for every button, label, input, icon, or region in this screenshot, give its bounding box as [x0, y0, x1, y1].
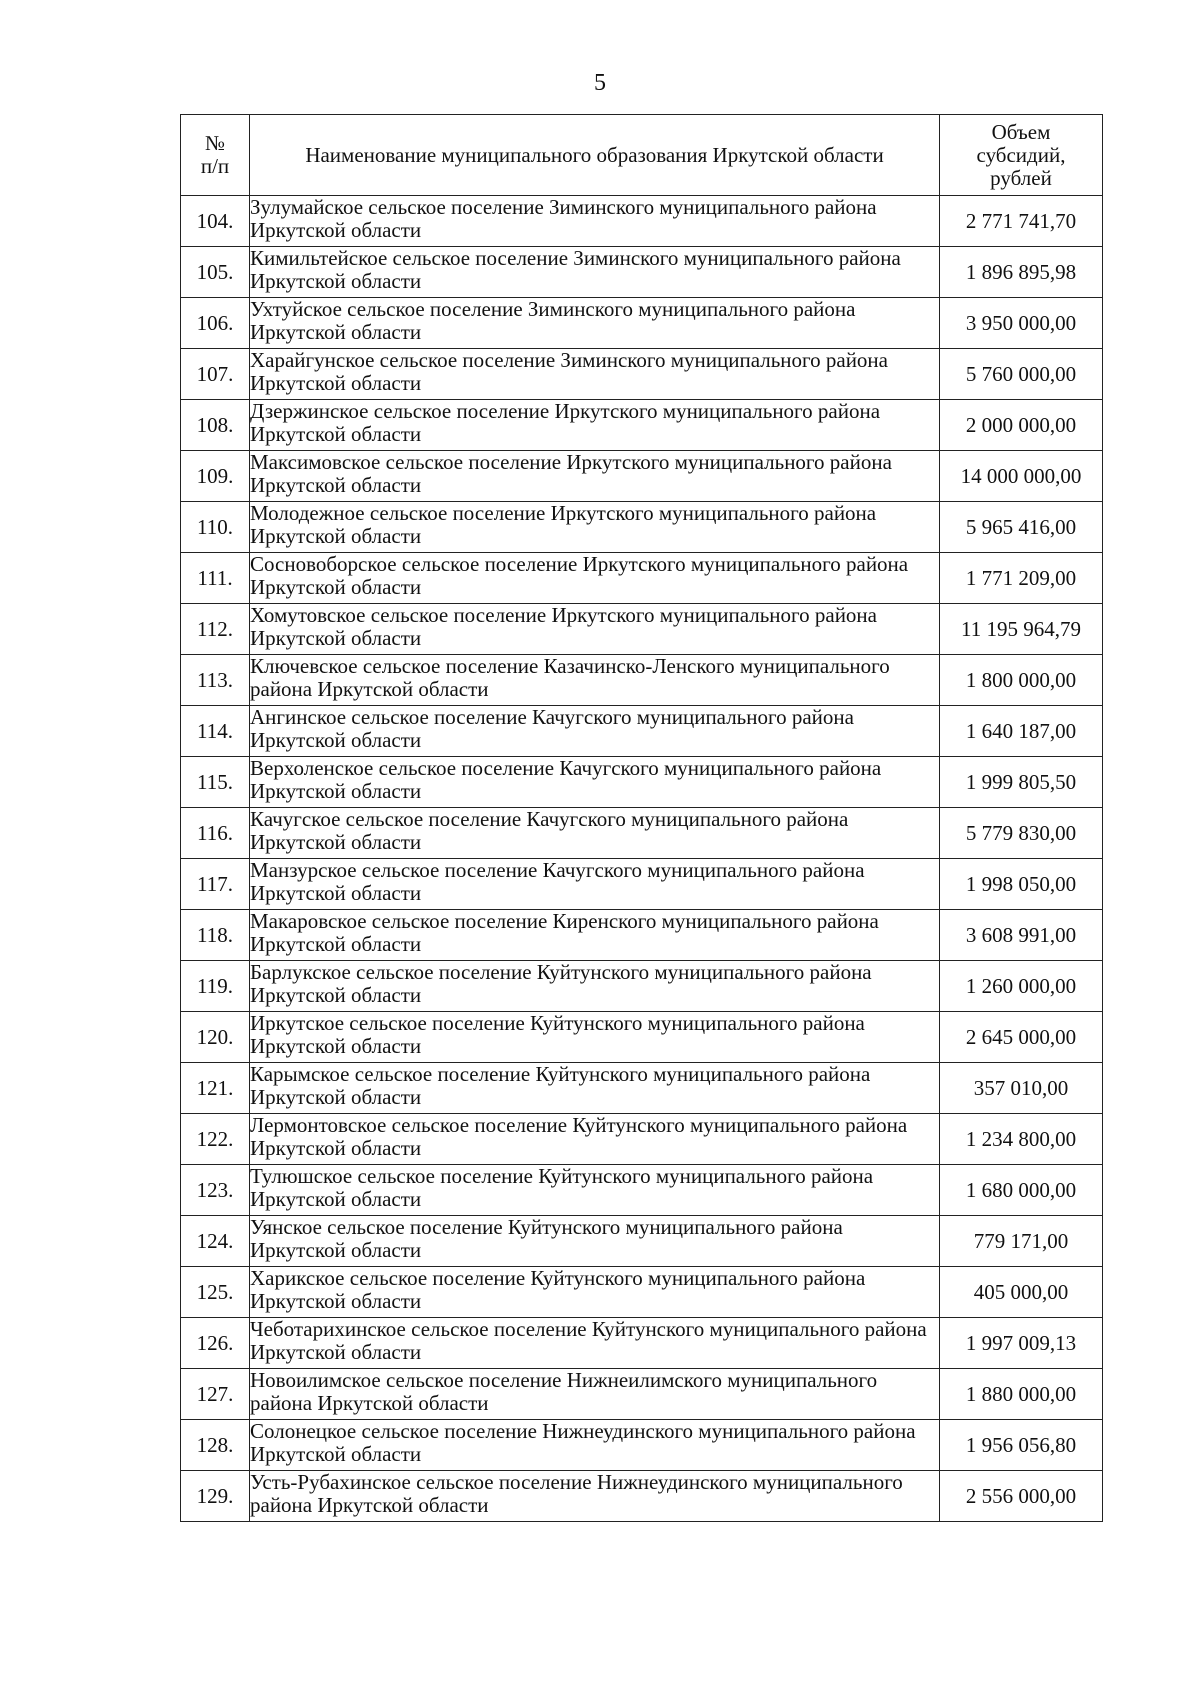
row-subsidy-amount: 3 950 000,00 — [940, 298, 1103, 349]
row-subsidy-amount: 1 999 805,50 — [940, 757, 1103, 808]
row-number: 106. — [181, 298, 250, 349]
row-municipality-name: Чеботарихинское сельское поселение Куйтунского муниципального района Иркутской области — [250, 1318, 940, 1369]
row-subsidy-amount: 779 171,00 — [940, 1216, 1103, 1267]
table-row — [181, 1063, 1103, 1114]
table-row — [181, 1165, 1103, 1216]
table-header-row — [181, 115, 1103, 196]
row-municipality-name: Сосновоборское сельское поселение Иркутского муниципального района Иркутской области — [250, 553, 940, 604]
row-municipality-name: Качугское сельское поселение Качугского муниципального района Иркутской области — [250, 808, 940, 859]
row-number: 128. — [181, 1420, 250, 1471]
row-subsidy-amount: 2 645 000,00 — [940, 1012, 1103, 1063]
row-municipality-name: Дзержинское сельское поселение Иркутского муниципального района Иркутской области — [250, 400, 940, 451]
row-subsidy-amount: 1 880 000,00 — [940, 1369, 1103, 1420]
table-row — [181, 604, 1103, 655]
row-municipality-name: Новоилимское сельское поселение Нижнеилимского муниципального района Иркутской области — [250, 1369, 940, 1420]
row-subsidy-amount: 3 608 991,00 — [940, 910, 1103, 961]
row-number: 119. — [181, 961, 250, 1012]
row-number: 112. — [181, 604, 250, 655]
row-number: 127. — [181, 1369, 250, 1420]
table-row — [181, 859, 1103, 910]
row-municipality-name: Макаровское сельское поселение Киренского муниципального района Иркутской области — [250, 910, 940, 961]
row-subsidy-amount: 1 260 000,00 — [940, 961, 1103, 1012]
row-subsidy-amount: 1 640 187,00 — [940, 706, 1103, 757]
table-row — [181, 1369, 1103, 1420]
table-body — [181, 196, 1103, 1522]
row-number: 122. — [181, 1114, 250, 1165]
row-subsidy-amount: 14 000 000,00 — [940, 451, 1103, 502]
row-municipality-name: Усть-Рубахинское сельское поселение Нижнеудинского муниципального района Иркутской области — [250, 1471, 940, 1522]
row-municipality-name: Ангинское сельское поселение Качугского муниципального района Иркутской области — [250, 706, 940, 757]
row-municipality-name: Хомутовское сельское поселение Иркутского муниципального района Иркутской области — [250, 604, 940, 655]
row-subsidy-amount: 5 965 416,00 — [940, 502, 1103, 553]
row-number: 109. — [181, 451, 250, 502]
table-row — [181, 400, 1103, 451]
header-amount: Объем субсидий, рублей — [940, 115, 1103, 196]
row-subsidy-amount: 2 556 000,00 — [940, 1471, 1103, 1522]
row-municipality-name: Солонецкое сельское поселение Нижнеудинского муниципального района Иркутской области — [250, 1420, 940, 1471]
row-municipality-name: Максимовское сельское поселение Иркутского муниципального района Иркутской области — [250, 451, 940, 502]
row-municipality-name: Карымское сельское поселение Куйтунского муниципального района Иркутской области — [250, 1063, 940, 1114]
table-row — [181, 247, 1103, 298]
table-row — [181, 808, 1103, 859]
row-subsidy-amount: 1 234 800,00 — [940, 1114, 1103, 1165]
table-row — [181, 298, 1103, 349]
row-municipality-name: Барлукское сельское поселение Куйтунского муниципального района Иркутской области — [250, 961, 940, 1012]
page-number: 5 — [594, 70, 606, 96]
table-row — [181, 1420, 1103, 1471]
row-municipality-name: Манзурское сельское поселение Качугского муниципального района Иркутской области — [250, 859, 940, 910]
table-row — [181, 1471, 1103, 1522]
table-row — [181, 961, 1103, 1012]
row-number: 108. — [181, 400, 250, 451]
row-number: 111. — [181, 553, 250, 604]
row-subsidy-amount: 357 010,00 — [940, 1063, 1103, 1114]
header-name: Наименование муниципального образования Иркутской области — [250, 115, 940, 196]
table-row — [181, 553, 1103, 604]
table-row — [181, 349, 1103, 400]
row-municipality-name: Харикское сельское поселение Куйтунского муниципального района Иркутской области — [250, 1267, 940, 1318]
row-municipality-name: Тулюшское сельское поселение Куйтунского муниципального района Иркутской области — [250, 1165, 940, 1216]
row-subsidy-amount: 11 195 964,79 — [940, 604, 1103, 655]
row-subsidy-amount: 5 779 830,00 — [940, 808, 1103, 859]
table-row — [181, 502, 1103, 553]
table-row — [181, 706, 1103, 757]
row-subsidy-amount: 1 956 056,80 — [940, 1420, 1103, 1471]
row-number: 126. — [181, 1318, 250, 1369]
row-municipality-name: Зулумайское сельское поселение Зиминского муниципального района Иркутской области — [250, 196, 940, 247]
table-row — [181, 1012, 1103, 1063]
row-number: 104. — [181, 196, 250, 247]
row-number: 116. — [181, 808, 250, 859]
row-subsidy-amount: 2 000 000,00 — [940, 400, 1103, 451]
row-number: 118. — [181, 910, 250, 961]
row-subsidy-amount: 405 000,00 — [940, 1267, 1103, 1318]
table-row — [181, 655, 1103, 706]
row-municipality-name: Харайгунское сельское поселение Зиминского муниципального района Иркутской области — [250, 349, 940, 400]
row-municipality-name: Ключевское сельское поселение Казачинско-Ленского муниципального района Иркутской области — [250, 655, 940, 706]
row-subsidy-amount: 5 760 000,00 — [940, 349, 1103, 400]
row-municipality-name: Иркутское сельское поселение Куйтунского муниципального района Иркутской области — [250, 1012, 940, 1063]
row-municipality-name: Молодежное сельское поселение Иркутского муниципального района Иркутской области — [250, 502, 940, 553]
row-number: 105. — [181, 247, 250, 298]
row-subsidy-amount: 1 771 209,00 — [940, 553, 1103, 604]
row-municipality-name: Уянское сельское поселение Куйтунского муниципального района Иркутской области — [250, 1216, 940, 1267]
row-municipality-name: Ухтуйское сельское поселение Зиминского муниципального района Иркутской области — [250, 298, 940, 349]
row-number: 107. — [181, 349, 250, 400]
row-number: 110. — [181, 502, 250, 553]
table-row — [181, 1267, 1103, 1318]
row-subsidy-amount: 1 800 000,00 — [940, 655, 1103, 706]
table-row — [181, 757, 1103, 808]
row-subsidy-amount: 1 998 050,00 — [940, 859, 1103, 910]
table-row — [181, 1216, 1103, 1267]
header-number: № п/п — [181, 115, 250, 196]
row-number: 113. — [181, 655, 250, 706]
table-row — [181, 451, 1103, 502]
row-number: 115. — [181, 757, 250, 808]
row-number: 120. — [181, 1012, 250, 1063]
row-subsidy-amount: 1 896 895,98 — [940, 247, 1103, 298]
row-number: 124. — [181, 1216, 250, 1267]
subsidy-table — [180, 114, 1103, 1522]
row-municipality-name: Лермонтовское сельское поселение Куйтунского муниципального района Иркутской области — [250, 1114, 940, 1165]
row-number: 123. — [181, 1165, 250, 1216]
row-subsidy-amount: 1 997 009,13 — [940, 1318, 1103, 1369]
table-row — [181, 1318, 1103, 1369]
table-row — [181, 910, 1103, 961]
row-number: 114. — [181, 706, 250, 757]
row-number: 129. — [181, 1471, 250, 1522]
row-subsidy-amount: 2 771 741,70 — [940, 196, 1103, 247]
row-subsidy-amount: 1 680 000,00 — [940, 1165, 1103, 1216]
row-number: 117. — [181, 859, 250, 910]
row-number: 125. — [181, 1267, 250, 1318]
row-municipality-name: Верхоленское сельское поселение Качугского муниципального района Иркутской области — [250, 757, 940, 808]
row-number: 121. — [181, 1063, 250, 1114]
row-municipality-name: Кимильтейское сельское поселение Зиминского муниципального района Иркутской области — [250, 247, 940, 298]
table-row — [181, 196, 1103, 247]
table-row — [181, 1114, 1103, 1165]
